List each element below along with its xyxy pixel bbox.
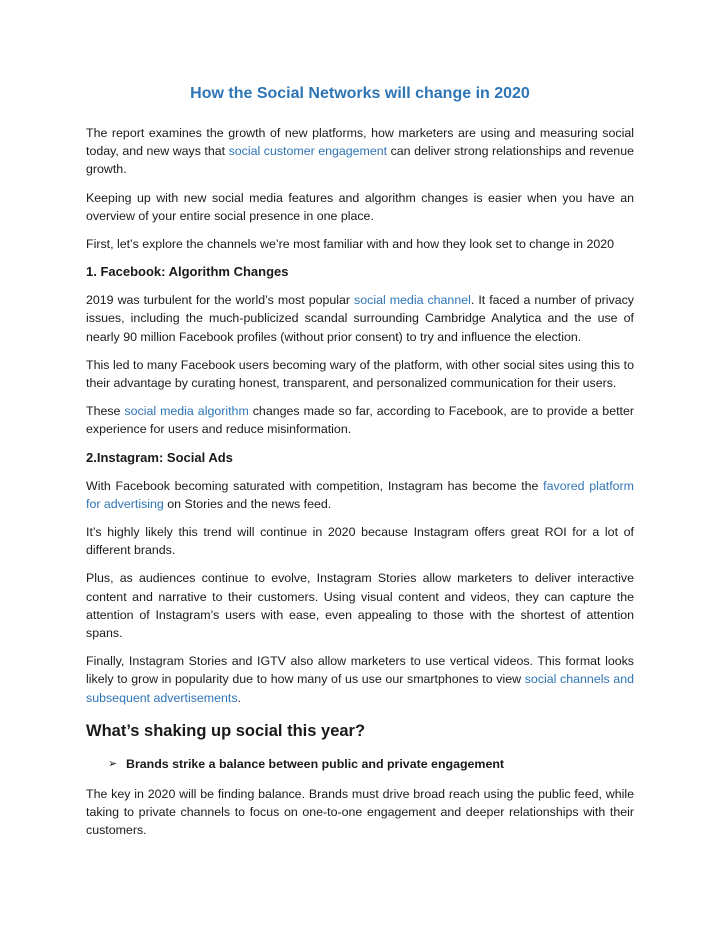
social-media-channel-link[interactable]: social media channel: [354, 293, 471, 308]
facebook-paragraph-1: [86, 291, 634, 346]
shaking-up-heading: What’s shaking up social this year?: [86, 721, 366, 740]
intro-text-a: The report examines the growth of new platforms, how marketers are using and measuring social today, and new ways that: [86, 126, 634, 159]
social-channels-link[interactable]: social channels and subsequent advertisements: [86, 672, 634, 705]
document-title: How the Social Networks will change in 2020: [190, 85, 530, 102]
instagram-text-b: on Stories and the news feed.: [163, 496, 332, 511]
facebook-heading: 1. Facebook: Algorithm Changes: [86, 264, 289, 280]
instagram-p4-text-a: Finally, Instagram Stories and IGTV also allow marketers to use vertical videos. This format looks likely to grow in popularity due to how many of us use our smartphones to view: [86, 654, 634, 687]
instagram-heading: 2.Instagram: Social Ads: [86, 449, 233, 465]
instagram-paragraph-3: Plus, as audiences continue to evolve, Instagram Stories allow marketers to deliver interactive content and narrative to their customers. Using visual content and videos, they can capture the attention of Instagram’s users with ease, even appealing to those with the shortest of attention spans.: [86, 571, 634, 641]
social-customer-engagement-link[interactable]: social customer engagement: [228, 144, 388, 159]
facebook-text-a: 2019 was turbulent for the world’s most popular: [86, 293, 355, 308]
facebook-p3-text-b: changes made so far, according to Facebook, are to provide a better experience for users and reduce misinformation.: [86, 404, 634, 437]
bullet-text: Brands strike a balance between public and private engagement: [126, 756, 505, 771]
instagram-paragraph-4: [86, 652, 634, 707]
facebook-text-b: . It faced a number of privacy issues, including the much-publicized scandal surrounding Cambridge Analytica and the use of nearly 90 million Facebook profiles (without prior consent) to try and influence the election.: [86, 293, 635, 344]
shaking-paragraph-1: The key in 2020 will be finding balance. Brands must drive broad reach using the public feed, while taking to private channels to focus on one-to-one engagement and deeper relationships with their customers.: [86, 786, 634, 838]
instagram-paragraph-2: It’s highly likely this trend will continue in 2020 because Instagram offers great ROI for a lot of different brands.: [86, 525, 634, 558]
instagram-p4-text-b: .: [237, 690, 241, 705]
facebook-paragraph-2: This led to many Facebook users becoming wary of the platform, with other social sites using this to their advantage by curating honest, transparent, and personalized communication for their users.: [86, 357, 634, 391]
arrow-bullet-icon: ➢: [108, 757, 118, 770]
bullet-item: [108, 755, 634, 773]
facebook-paragraph-3: [86, 402, 634, 438]
instagram-text-a: With Facebook becoming saturated with competition, Instagram has become the: [86, 478, 544, 493]
social-media-algorithm-link[interactable]: social media algorithm: [124, 404, 249, 419]
instagram-paragraph-1: [86, 477, 634, 513]
intro-paragraph-1: [86, 124, 634, 179]
intro-text-b: can deliver strong relationships and revenue growth.: [86, 144, 634, 177]
intro-paragraph-3: First, let’s explore the channels we’re most familiar with and how they look set to change in 2020: [86, 237, 615, 252]
intro-paragraph-2: Keeping up with new social media features and algorithm changes is easier when you have an overview of your entire social presence in one place.: [86, 190, 634, 223]
facebook-p3-text-a: These: [86, 404, 125, 419]
favored-platform-link[interactable]: favored platform for advertising: [86, 478, 634, 511]
